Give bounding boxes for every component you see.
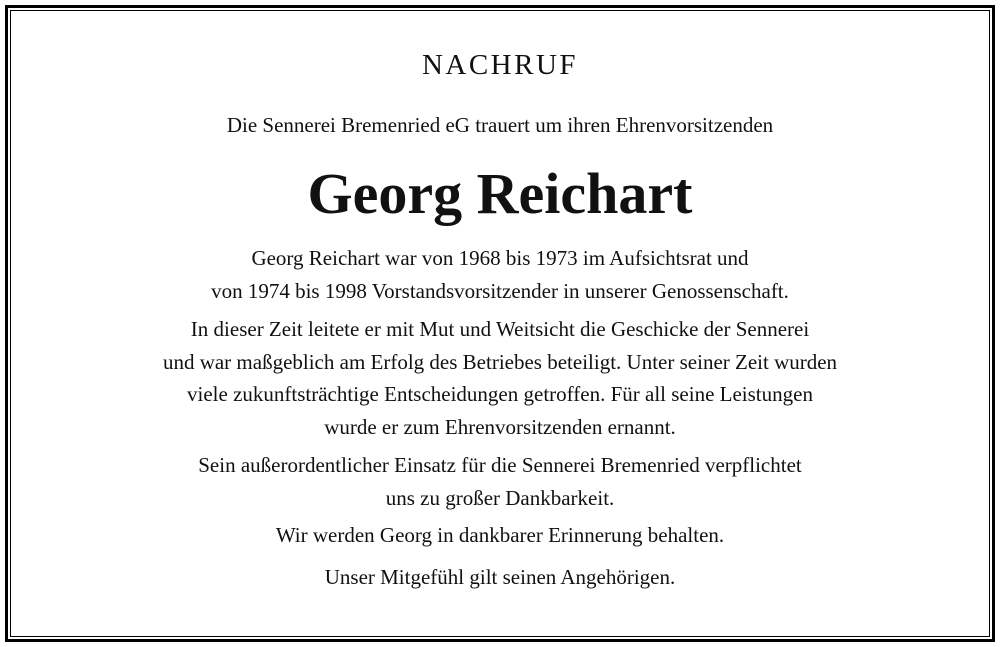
paragraph-achievements: [10, 313, 990, 443]
text-line: und war maßgeblich am Erfolg des Betriebes beteiligt. Unter seiner Zeit wurden: [162, 349, 838, 374]
text-line: Wir werden Georg in dankbarer Erinnerung behalten.: [275, 523, 725, 547]
deceased-name: Georg Reichart: [307, 161, 693, 226]
text-line: von 1974 bis 1998 Vorstandsvorsitzender in unserer Genossenschaft.: [211, 278, 789, 303]
text-line: viele zukunftsträchtige Entscheidungen getroffen. Für all seine Leistungen: [187, 382, 813, 406]
paragraph-condolences: [10, 561, 990, 594]
paragraph-tenure: [10, 242, 990, 307]
text-line: wurde er zum Ehrenvorsitzenden ernannt.: [324, 414, 676, 439]
paragraph-remembrance: [10, 519, 990, 552]
text-line: Unser Mitgefühl gilt seinen Angehörigen.: [324, 565, 676, 589]
obituary-notice: [10, 10, 990, 637]
text-line: uns zu großer Dankbarkeit.: [385, 485, 615, 510]
notice-heading: NACHRUF: [421, 49, 579, 81]
text-line: Sein außerordentlicher Einsatz für die Sennerei Bremenried verpflichtet: [198, 453, 802, 477]
text-line: Georg Reichart war von 1968 bis 1973 im Aufsichtsrat und: [251, 246, 749, 270]
text-line: In dieser Zeit leitete er mit Mut und Weitsicht die Geschicke der Sennerei: [190, 317, 810, 341]
paragraph-gratitude: [10, 449, 990, 514]
notice-subheading: Die Sennerei Bremenried eG trauert um ihren Ehrenvorsitzenden: [226, 113, 774, 137]
